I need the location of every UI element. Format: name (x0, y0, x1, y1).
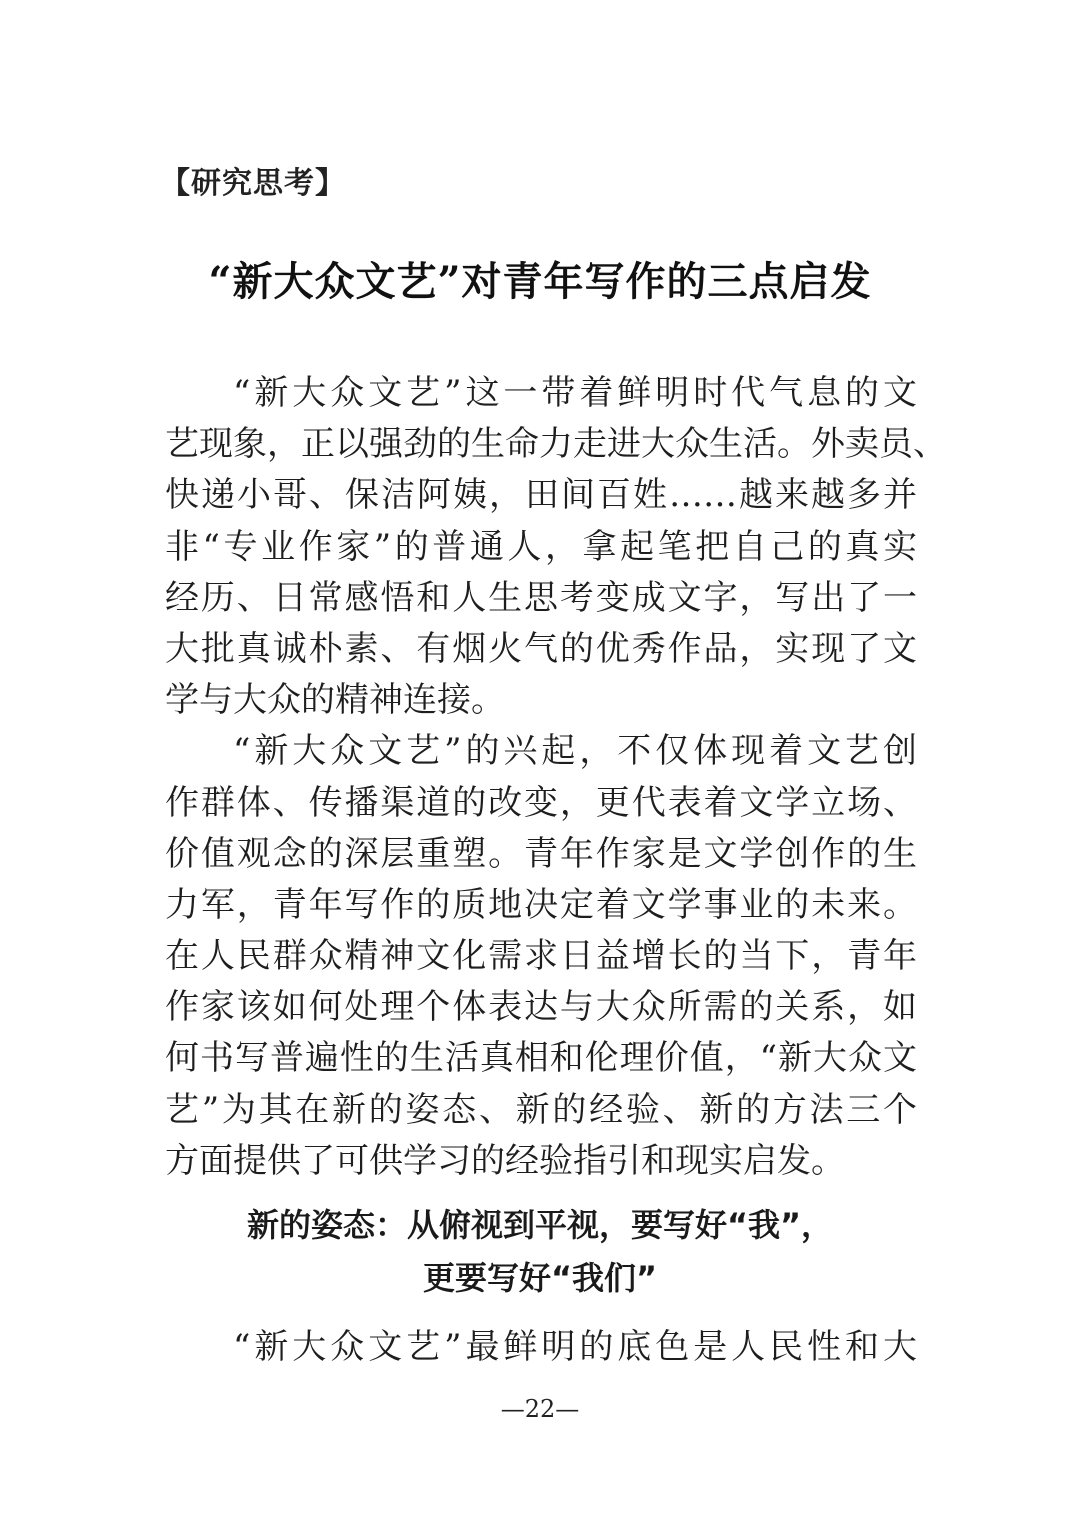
text-line: “新大众文艺”最鲜明的底色是人民性和大 (233, 1327, 917, 1367)
text-line: 力军，青年写作的质地决定着文学事业的未来。 (165, 884, 917, 925)
section-tag: 【研究思考】 (160, 166, 346, 201)
text-line: 大批真诚朴素、有烟火气的优秀作品，实现了文 (165, 628, 917, 669)
text-line: 艺现象，正以强劲的生命力走进大众生活。外卖员、 (165, 424, 947, 465)
subheading-line-1: 新的姿态：从俯视到平视，要写好“我”， (246, 1206, 834, 1244)
text-line: “新大众文艺”这一带着鲜明时代气息的文 (233, 373, 917, 413)
text-line: 价值观念的深层重塑。青年作家是文学创作的生 (165, 833, 917, 874)
text-line: 经历、日常感悟和人生思考变成文字，写出了一 (165, 577, 917, 618)
paragraph-3 (165, 1322, 917, 1373)
subheading-line-2: 更要写好“我们” (422, 1259, 658, 1297)
paragraph-2 (165, 726, 917, 1187)
text-line: 艺”为其在新的姿态、新的经验、新的方法三个 (165, 1089, 917, 1130)
page-number: —22— (500, 1395, 580, 1423)
paragraph-1 (165, 368, 947, 726)
text-line: 方面提供了可供学习的经验指引和现实启发。 (165, 1140, 845, 1181)
text-line: 快递小哥、保洁阿姨，田间百姓……越来越多并 (165, 475, 917, 516)
text-line: 何书写普遍性的生活真相和伦理价值，“新大众文 (165, 1038, 917, 1079)
article-body (165, 368, 947, 1187)
text-line: 学与大众的精神连接。 (165, 680, 505, 721)
text-line: 在人民群众精神文化需求日益增长的当下，青年 (165, 936, 917, 977)
text-line: “新大众文艺”的兴起，不仅体现着文艺创 (233, 731, 917, 772)
text-line: 非“专业作家”的普通人，拿起笔把自己的真实 (165, 526, 917, 567)
text-line: 作家该如何处理个体表达与大众所需的关系，如 (165, 987, 917, 1028)
article-title: “新大众文艺”对青年写作的三点启发 (208, 258, 872, 305)
text-line: 作群体、传播渠道的改变，更代表着文学立场、 (165, 782, 917, 823)
